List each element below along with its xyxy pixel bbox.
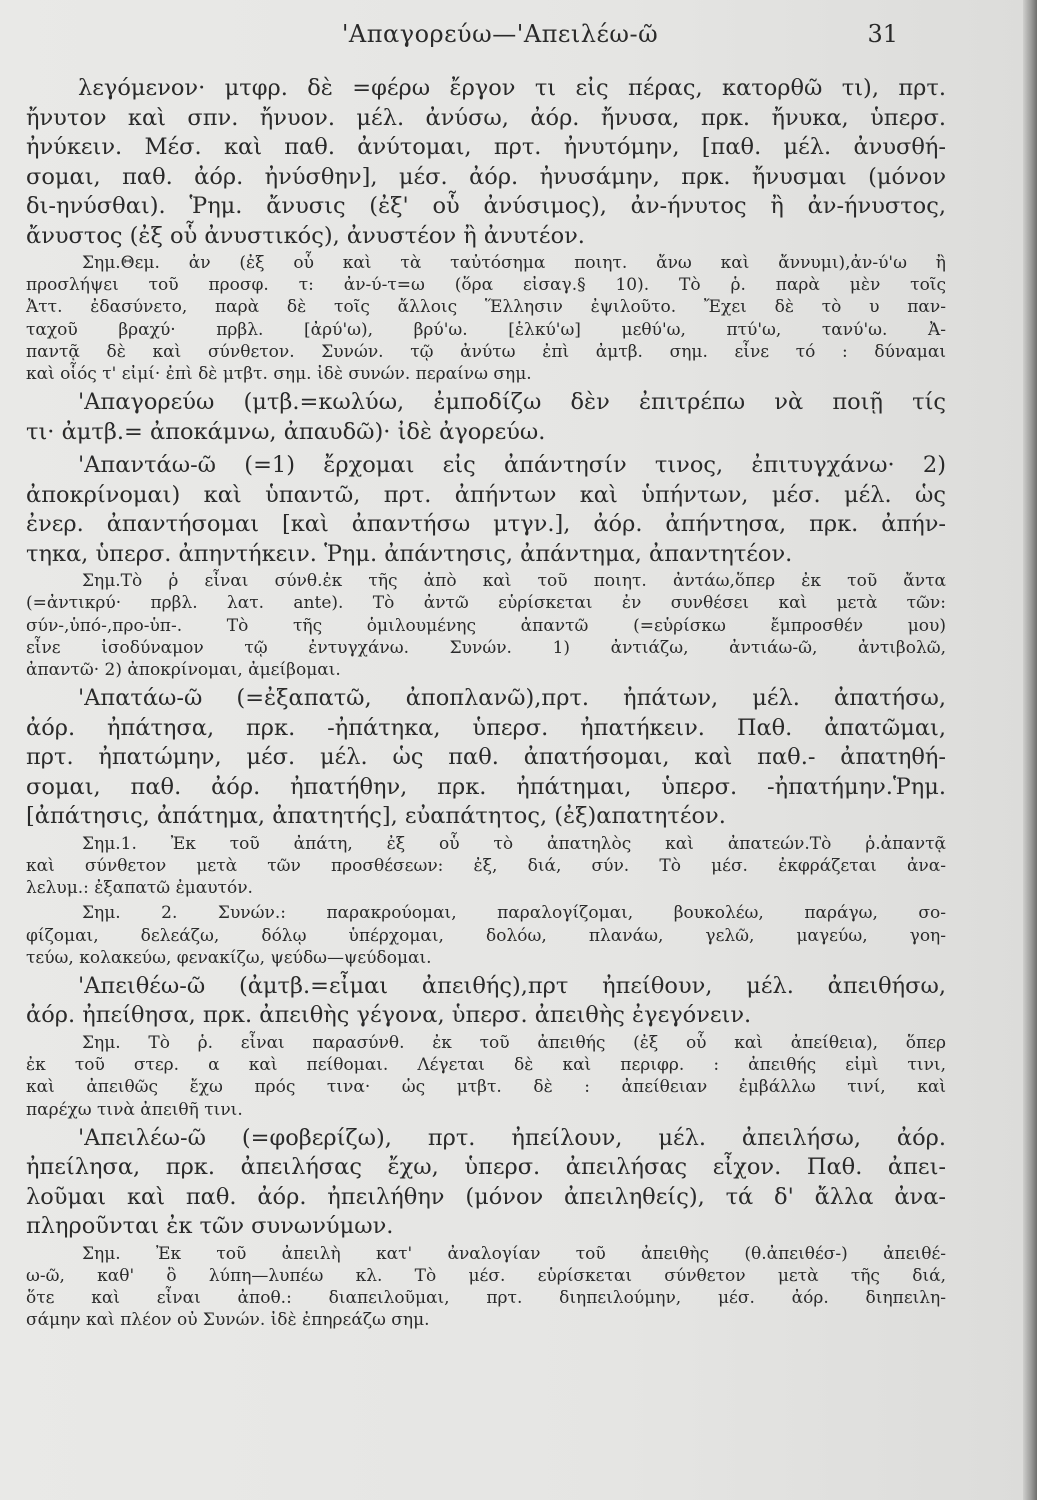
- text-line: καὶ οἷός τ' εἰμί· ἐπὶ δὲ μτβτ. σημ. ἰδὲ συνών. περαίνω σημ.: [26, 364, 532, 385]
- text-line: 'Απειλέω-ῶ (=φοβερίζω), πρτ. ἠπείλουν, μέλ. ἀπειλήσω, ἀόρ.: [78, 1124, 946, 1151]
- text-line: πρτ. ἠπατώμην, μέσ. μέλ. ὡς παθ. ἀπατήσομαι, καὶ παθ.- ἀπατηθή-: [26, 744, 946, 771]
- text-line: τεύω, κολακεύω, φενακίζω, ψεύδω—ψεύδομαι.: [26, 947, 432, 968]
- text-line: σομαι, παθ. ἀόρ. ἠνύσθην], μέσ. ἀόρ. ἠνυσάμην, πρκ. ἤνυσμαι (μόνον: [26, 163, 946, 190]
- text-line: [ἀπάτησις, ἀπάτημα, ἀπατητής], εὐαπάτητος, (ἐξ)απατητέον.: [26, 803, 726, 830]
- text-line: Σημ.Θεμ. ἀν (ἐξ οὗ καὶ τὰ ταὐτόσημα ποιητ. ἄνω καὶ ἄννυμι),ἀν-ύ'ω ἢ: [82, 253, 946, 273]
- text-line: ἐκ τοῦ στερ. α καὶ πείθομαι. Λέγεται δὲ καὶ περιφρ. : ἀπειθής εἰμὶ τινι,: [26, 1055, 946, 1076]
- text-line: πληροῦνται ἐκ τῶν συνωνύμων.: [26, 1213, 394, 1240]
- text-line: λεγόμενον· μτφρ. δὲ =φέρω ἔργον τι εἰς πέρας, κατορθῶ τι), πρτ.: [78, 75, 946, 101]
- entry-note: [26, 570, 946, 681]
- running-header: [20, 18, 980, 54]
- header-title: 'Απαγορεύω—'Απειλέω-ῶ: [341, 20, 659, 48]
- text-line: 'Απατάω-ῶ (=ἐξαπατῶ, ἀποπλανῶ),πρτ. ἠπάτων, μέλ. ἀπατήσω,: [78, 685, 946, 712]
- text-line: σομαι, παθ. ἀόρ. ἠπατήθην, πρκ. ἠπάτημαι, ὑπερσ. -ἠπατήμην.Ῥημ.: [26, 773, 946, 800]
- text-line: ἀόρ. ἠπάτησα, πρκ. -ἠπάτηκα, ὑπερσ. ἠπατήκειν. Παθ. ἀπατῶμαι,: [26, 714, 946, 741]
- text-line: σύν-,ὑπό-,προ-ὑπ-. Τὸ τῆς ὁμιλουμένης ἀπαντῶ (=εὑρίσκω ἔμπροσθέν μου): [26, 615, 946, 636]
- entry-note: [26, 833, 946, 900]
- text-line: παντᾷ δὲ καὶ σύνθετον. Συνών. τῷ ἀνύτω ἐπὶ ἀμτβ. σημ. εἶνε τό : δύναμαι: [26, 341, 946, 362]
- text-line: ὅτε καὶ εἶναι ἀποθ.: διαπειλοῦμαι, πρτ. διηπειλούμην, μέσ. ἀόρ. διηπειλη-: [26, 1288, 946, 1309]
- dictionary-entry: [26, 451, 946, 569]
- page-edge-shadow: [1023, 0, 1037, 1500]
- text-line: ἀποκρίνομαι) καὶ ὑπαντῶ, πρτ. ἀπήντων καὶ ὑπήντων, μέσ. μέλ. ὡς: [26, 481, 946, 508]
- text-line: ἀόρ. ἠπείθησα, πρκ. ἀπειθὴς γέγονα, ὑπερσ. ἀπειθὴς ἐγεγόνειν.: [26, 1002, 752, 1029]
- text-line: τι· ἀμτβ.= ἀποκάμνω, ἀπαυδῶ)· ἰδὲ ἀγορεύω.: [26, 418, 546, 445]
- dictionary-entry: [26, 684, 946, 832]
- text-line: παρέχω τινὰ ἀπειθῆ τινι.: [26, 1099, 243, 1120]
- text-line: λελυμ.: ἐξαπατῶ ἐμαυτόν.: [26, 878, 253, 899]
- dictionary-entry: [26, 74, 946, 251]
- dictionary-entry: [26, 1124, 946, 1242]
- text-line: προσλήψει τοῦ προσφ. τ: ἀν-ύ-τ=ω (ὅρα εἰσαγ.§ 10). Τὸ ῥ. παρὰ μὲν τοῖς: [26, 275, 946, 296]
- text-line: δι-ηνύσθαι). Ῥημ. ἄνυσις (ἐξ' οὗ ἀνύσιμος), ἀν-ήνυτος ἢ ἀν-ήνυστος,: [26, 193, 946, 219]
- dictionary-text-body: [26, 74, 946, 1332]
- dictionary-entry: [26, 388, 946, 447]
- text-line: ἠνύκειν. Μέσ. καὶ παθ. ἀνύτομαι, πρτ. ἠνυτόμην, [παθ. μέλ. ἀνυσθή-: [26, 134, 946, 160]
- text-line: σάμην καὶ πλέον οὐ Συνών. ἰδὲ ἐπηρεάζω σημ.: [26, 1310, 430, 1331]
- text-line: Ἀττ. ἐδασύνετο, παρὰ δὲ τοῖς ἄλλοις Ἕλλησιν ἐψιλοῦτο. Ἔχει δὲ τὸ υ παν-: [26, 297, 946, 318]
- text-line: ω-ῶ, καθ' ὃ λύπη—λυπέω κλ. Τὸ μέσ. εὑρίσκεται σύνθετον μετὰ τῆς διά,: [26, 1265, 946, 1286]
- entry-note: [26, 902, 946, 969]
- text-line: εἶνε ἰσοδύναμον τῷ ἐντυγχάνω. Συνών. 1) ἀντιάζω, ἀντιάω-ῶ, ἀντιβολῶ,: [26, 637, 946, 658]
- text-line: ταχοῦ βραχύ· πρβλ. [ἀρύ'ω), βρύ'ω. [ἑλκύ'ω] μεθύ'ω, πτύ'ω, τανύ'ω. Ἀ-: [26, 319, 946, 340]
- text-line: καὶ σύνθετον μετὰ τῶν προσθέσεων: ἐξ, διά, σύν. Τὸ μέσ. ἐκφράζεται ἀνα-: [26, 855, 946, 876]
- text-line: Σημ. 2. Συνών.: παρακρούομαι, παραλογίζομαι, βουκολέω, παράγω, σο-: [82, 903, 946, 924]
- text-line: 'Απειθέω-ῶ (ἀμτβ.=εἶμαι ἀπειθής),πρτ ἠπείθουν, μέλ. ἀπειθήσω,: [78, 972, 946, 999]
- text-line: Σημ. Ἐκ τοῦ ἀπειλὴ κατ' ἀναλογίαν τοῦ ἀπειθὴς (θ.ἀπειθέσ-) ἀπειθέ-: [82, 1243, 946, 1264]
- entry-note: [26, 252, 946, 385]
- text-line: (=ἀντικρύ· πρβλ. λατ. ante). Τὸ ἀντῶ εὑρίσκεται ἐν συνθέσει καὶ μετὰ τῶν:: [26, 593, 946, 614]
- page-number: 31: [867, 20, 898, 48]
- text-line: ἄνυστος (ἐξ οὗ ἀνυστικός), ἀνυστέον ἢ ἀνυτέον.: [26, 222, 585, 249]
- text-line: φίζομαι, δελεάζω, δόλῳ ὑπέρχομαι, δολόω, πλανάω, γελῶ, μαγεύω, γοη-: [26, 925, 946, 946]
- dictionary-entry: [26, 972, 946, 1031]
- text-line: 'Απαγορεύω (μτβ.=κωλύω, ἐμποδίζω δὲν ἐπιτρέπω νὰ ποιῇ τίς: [78, 389, 946, 416]
- text-line: λοῦμαι καὶ παθ. ἀόρ. ἠπειλήθην (μόνον ἀπειληθείς), τά δ' ἄλλα ἀνα-: [26, 1183, 946, 1210]
- text-line: Σημ.1. Ἐκ τοῦ ἀπάτη, ἐξ οὗ τὸ ἀπατηλὸς καὶ ἀπατεών.Τὸ ῥ.ἀπαντᾷ: [82, 833, 946, 854]
- text-line: 'Απαντάω-ῶ (=1) ἔρχομαι εἰς ἀπάντησίν τινος, ἐπιτυγχάνω· 2): [78, 452, 946, 479]
- text-line: ἐνερ. ἀπαντήσομαι [καὶ ἀπαντήσω μτγν.], ἀόρ. ἀπήντησα, πρκ. ἀπήν-: [26, 511, 946, 538]
- entry-note: [26, 1243, 946, 1332]
- text-line: Σημ. Τὸ ῥ. εἶναι παρασύνθ. ἐκ τοῦ ἀπειθής (ἐξ οὗ καὶ ἀπείθεια), ὅπερ: [82, 1032, 946, 1053]
- entry-note: [26, 1032, 946, 1121]
- text-line: καὶ ἀπειθῶς ἔχω πρός τινα· ὡς μτβτ. δὲ : ἀπείθειαν ἐμβάλλω τινί, καὶ: [26, 1077, 946, 1098]
- text-line: ἠπείλησα, πρκ. ἀπειλήσας ἔχω, ὑπερσ. ἀπειλήσας εἶχον. Παθ. ἀπει-: [26, 1154, 946, 1181]
- text-line: τηκα, ὑπερσ. ἀπηντήκειν. Ῥημ. ἀπάντησις, ἀπάντημα, ἀπαντητέον.: [26, 540, 793, 567]
- text-line: ἤνυτον καὶ σπν. ἤνυον. μέλ. ἀνύσω, ἀόρ. ἤνυσα, πρκ. ἤνυκα, ὑπερσ.: [26, 104, 946, 131]
- text-line: ἀπαντῶ· 2) ἀποκρίνομαι, ἀμείβομαι.: [26, 660, 341, 681]
- text-line: Σημ.Τὸ ῥ εἶναι σύνθ.ἐκ τῆς ἀπὸ καὶ τοῦ ποιητ. ἀντάω,ὅπερ ἐκ τοῦ ἄντα: [82, 571, 946, 592]
